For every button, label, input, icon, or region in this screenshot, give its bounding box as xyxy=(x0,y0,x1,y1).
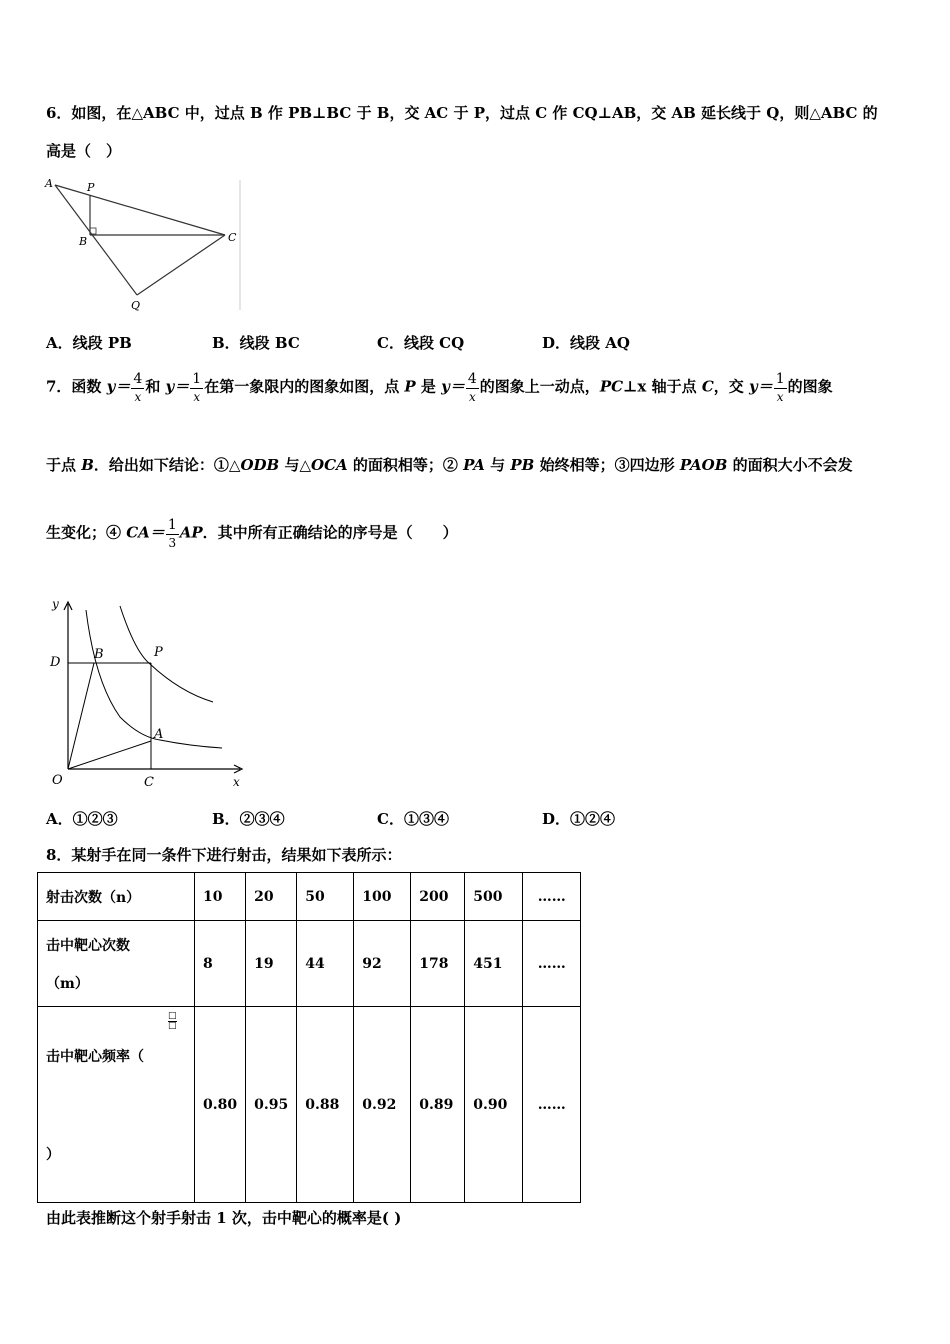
table-cell: 10 xyxy=(195,873,246,921)
table-cell: 451 xyxy=(465,921,523,1007)
table-cell: 100 xyxy=(354,873,411,921)
shooting-results-table xyxy=(37,872,581,1203)
table-cell: 0.88 xyxy=(297,1007,354,1203)
q6-option-a: A．线段 PB xyxy=(46,334,132,352)
fraction-1-over-x: $\frac{1}{x}$ xyxy=(192,371,202,404)
q7-option-a: A．①②③ xyxy=(46,810,118,828)
table-cell: 200 xyxy=(411,873,465,921)
table-row-shots xyxy=(38,873,581,921)
label-O: O xyxy=(52,773,63,788)
label-x: x xyxy=(233,775,240,789)
q7-text-line3: 生变化；④ CA＝ $\frac{1}{3}$ AP．其中所有正确结论的序号是（ ） xyxy=(46,517,458,550)
q7-hyperbola-figure xyxy=(40,592,250,792)
segment-OA xyxy=(68,741,151,769)
table-cell: 0.90 xyxy=(465,1007,523,1203)
label-A: A xyxy=(154,727,164,742)
label-B: B xyxy=(79,235,88,248)
row-header-shots: 射击次数（n） xyxy=(38,873,195,921)
label-P: P xyxy=(154,645,163,660)
label-B: B xyxy=(94,647,104,662)
q6-option-b: B．线段 BC xyxy=(212,334,300,352)
label-C: C xyxy=(144,775,154,790)
fraction-m-over-n: □ □ xyxy=(168,1010,177,1031)
segment-AC xyxy=(55,185,225,235)
row-header-frequency: 击中靶心频率（ □ □ ） xyxy=(38,1007,195,1203)
segment-AQ xyxy=(55,185,137,295)
q6-option-c: C．线段 CQ xyxy=(377,334,465,352)
table-cell: 0.80 xyxy=(195,1007,246,1203)
label-D: D xyxy=(50,655,61,670)
q6-text-line1: 6．如图，在△ABC 中，过点 B 作 PB⊥BC 于 B，交 AC 于 P，过点 C 作 CQ⊥AB，交 AB 延长线于 Q，则△ABC 的 xyxy=(46,104,878,122)
segment-OB xyxy=(68,663,94,769)
table-cell: 8 xyxy=(195,921,246,1007)
fraction-4-over-x: $\frac{4}{x}$ xyxy=(133,371,143,404)
segment-QC xyxy=(137,235,225,295)
table-cell: …… xyxy=(523,921,581,1007)
label-Q: Q xyxy=(131,299,141,312)
table-cell: 92 xyxy=(354,921,411,1007)
table-cell: 178 xyxy=(411,921,465,1007)
table-cell: 500 xyxy=(465,873,523,921)
table-cell: 19 xyxy=(246,921,297,1007)
q6-option-d: D．线段 AQ xyxy=(542,334,630,352)
q7-option-d: D．①②④ xyxy=(542,810,616,828)
q6-triangle-figure xyxy=(40,175,245,315)
table-cell: 0.92 xyxy=(354,1007,411,1203)
label-A: A xyxy=(45,177,53,190)
label-P: P xyxy=(87,181,95,194)
q6-text-line2: 高是（ ） xyxy=(46,142,122,160)
table-row-hits xyxy=(38,921,581,1007)
table-cell: 50 xyxy=(297,873,354,921)
label-C: C xyxy=(228,231,237,244)
row-header-hits: 击中靶心次数 （m） xyxy=(38,921,195,1007)
q8-question: 由此表推断这个射手射击 1 次，击中靶心的概率是( ) xyxy=(46,1209,402,1227)
q8-intro: 8．某射手在同一条件下进行射击，结果如下表所示： xyxy=(46,846,402,864)
fraction-4-over-x: $\frac{4}{x}$ xyxy=(467,371,477,404)
table-row-frequency xyxy=(38,1007,581,1203)
table-cell: 0.95 xyxy=(246,1007,297,1203)
table-cell: 44 xyxy=(297,921,354,1007)
q7-option-c: C．①③④ xyxy=(377,810,449,828)
q7-option-b: B．②③④ xyxy=(212,810,285,828)
label-y: y xyxy=(52,597,59,611)
curve-y-4-over-x xyxy=(120,606,213,702)
table-cell: …… xyxy=(523,1007,581,1203)
table-cell: …… xyxy=(523,873,581,921)
table-cell: 0.89 xyxy=(411,1007,465,1203)
fraction-1-over-3: $\frac{1}{3}$ xyxy=(167,517,177,550)
q7-text-line1: 7．函数 y＝ $\frac{4}{x}$ 和 y＝ $\frac{1}{x}$ 在第一象限内的图象如图，点 P 是 y＝ $\frac{4}{x}$ 的图象上一动点，PC⊥x 轴于点 C，交 y＝ $\frac{1}{x}$ 的图象 xyxy=(46,371,833,404)
q7-text-line2: 于点 B．给出如下结论：①△ODB 与△OCA 的面积相等；② PA 与 PB 始终相等；③四边形 PAOB 的面积大小不会发 xyxy=(46,456,853,474)
fraction-1-over-x: $\frac{1}{x}$ xyxy=(775,371,785,404)
table-cell: 20 xyxy=(246,873,297,921)
